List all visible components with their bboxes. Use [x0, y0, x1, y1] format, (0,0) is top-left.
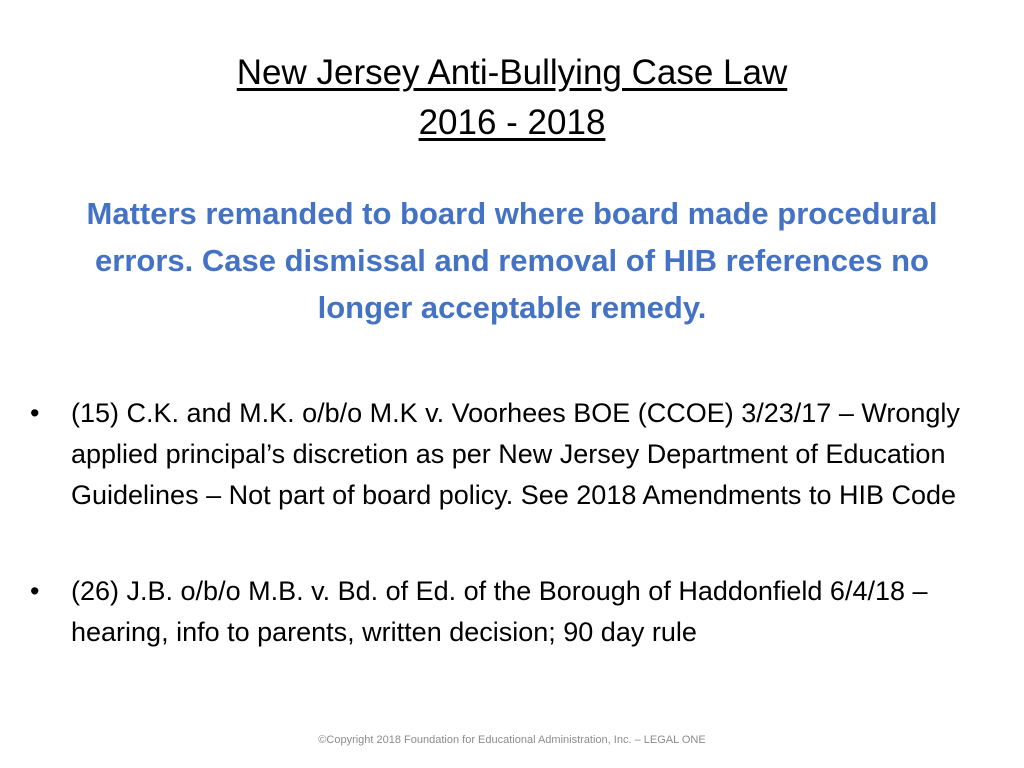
title-line-1: New Jersey Anti-Bullying Case Law — [236, 53, 788, 92]
bullet-icon: • — [30, 576, 40, 606]
copyright-footer: ©Copyright 2018 Foundation for Educational Administration, Inc. – LEGAL ONE — [318, 734, 706, 746]
bullet-text: (15) C.K. and M.K. o/b/o M.K v. Voorhees BOE (CCOE) 3/23/17 – Wrongly applied principal’s discretion as per New Jersey Department of Education Guidelines – Not part of board policy. See 2018 Amendments to HIB Code — [71, 398, 960, 510]
slide-title — [0, 48, 1024, 148]
slide-subtitle: Matters remanded to board where board made procedural errors. Case dismissal and removal of HIB references no longer acceptable remedy. — [86, 196, 938, 325]
bullet-icon: • — [30, 398, 40, 428]
bullet-item — [30, 393, 990, 516]
bullet-list — [30, 393, 990, 653]
bullet-item — [30, 571, 990, 653]
title-line-2: 2016 - 2018 — [418, 103, 606, 142]
bullet-text: (26) J.B. o/b/o M.B. v. Bd. of Ed. of the Borough of Haddonfield 6/4/18 – hearing, info to parents, written decision; 90 day rule — [71, 576, 928, 647]
